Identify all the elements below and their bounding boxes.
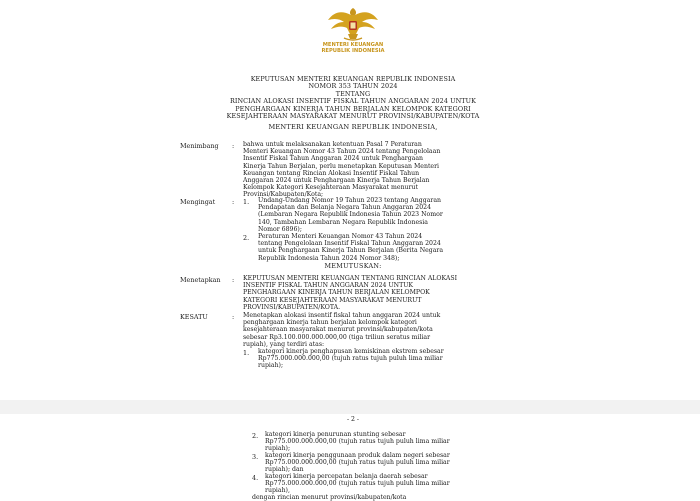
menetapkan-text [243, 275, 528, 311]
text-line: rupiah); dan [265, 466, 304, 474]
kesatu-item1-text [258, 348, 528, 370]
text-line: Undang-Undang Nomor 19 Tahun 2023 tentang Anggaran [258, 197, 442, 204]
kesatu-label: KESATU [180, 313, 208, 321]
garuda-emblem-icon [326, 4, 380, 42]
title-line: KEPUTUSAN MENTERI KEUANGAN REPUBLIK INDONESIA [250, 75, 456, 83]
title-line: NOMOR 353 TAHUN 2024 [308, 82, 398, 91]
ministry-caption-line1: MENTERI KEUANGAN [322, 42, 384, 48]
page-number: - 2 - [346, 416, 360, 423]
text-line: Provinsi/Kabupaten/Kota; [243, 191, 324, 199]
menetapkan-label: Menetapkan [180, 276, 221, 284]
text-line: PENGHARGAAN KINERJA TAHUN BERJALAN KELOMPOK [243, 289, 430, 297]
text-line: Rp775.000.000.000,00 (tujuh ratus tujuh puluh lima miliar [265, 438, 450, 446]
text-line: Keuangan tentang Rincian Alokasi Insentif Fiskal Tahun [243, 169, 420, 177]
text-line: rupiah); [258, 362, 284, 370]
kesatu-item4-number: 4. [252, 474, 259, 482]
text-line: bahwa untuk melaksanakan ketentuan Pasal 7 Peraturan [243, 141, 422, 148]
text-line: Insentif Fiskal Tahun Anggaran 2024 untuk Penghargaan [243, 155, 424, 163]
mengingat-item1-text [258, 197, 526, 233]
text-line: Anggaran 2024 untuk Penghargaan Kinerja Tahun Berjalan [243, 177, 430, 185]
text-line: kategori kinerja percepatan belanja daerah sebesar [265, 473, 428, 480]
text-line: 140, Tambahan Lembaran Negara Republik Indonesia [258, 218, 428, 226]
kesatu-colon: : [232, 313, 235, 321]
text-line: INSENTIF FISKAL TAHUN ANGGARAN 2024 UNTUK [243, 282, 414, 290]
mengingat-item1-number: 1. [243, 198, 250, 206]
text-line: Pendapatan dan Belanja Negara Tahun Anggaran 2024 [258, 204, 432, 212]
menimbang-colon: : [232, 142, 235, 150]
kesatu-item3-text [265, 452, 527, 474]
text-line: kategori kinerja penghapusan kemiskinan ekstrem sebesar [258, 348, 444, 355]
kesatu-item3-number: 3. [252, 453, 259, 461]
kesatu-item4-text [265, 473, 527, 495]
text-line: Menetapkan alokasi insentif fiskal tahun anggaran 2024 untuk [243, 312, 441, 319]
title-line: KESEJAHTERAAN MASYARAKAT MENURUT PROVINSI/KABUPATEN/KOTA [226, 112, 480, 121]
text-line: kategori kinerja penurunan stunting sebesar [265, 431, 406, 438]
mengingat-label: Mengingat [180, 198, 216, 206]
text-line: (Lembaran Negara Republik Indonesia Tahun 2023 Nomor [258, 211, 443, 219]
text-line: kategori kinerja penggunaan produk dalam negeri sebesar [265, 452, 450, 459]
menimbang-label: Menimbang [180, 142, 219, 150]
kesatu-text [243, 312, 528, 348]
text-line: Rp775.000.000.000,00 (tujuh ratus tujuh puluh lima miliar [258, 355, 443, 363]
mengingat-item2-number: 2. [243, 234, 250, 242]
text-line: Peraturan Menteri Keuangan Nomor 43 Tahun 2024 [258, 233, 423, 240]
text-line: rupiah), [265, 487, 290, 495]
text-line: Nomor 6896); [258, 225, 302, 233]
text-line: sebesar Rp3.100.000.000.000,00 (tiga triliun seratus miliar [243, 333, 431, 341]
text-line: Kelompok Kategori Kesejahteraan Masyarakat menurut [243, 184, 418, 192]
text-line: PROVINSI/KABUPATEN/KOTA. [243, 303, 341, 311]
text-line: penghargaan kinerja tahun berjalan kelompok kategori [243, 319, 417, 327]
title-line: PENGHARGAAN KINERJA TAHUN BERJALAN KELOMPOK KATEGORI [235, 104, 471, 113]
text-line: kesejahteraan masyarakat menurut provinsi/kabupaten/kota [243, 326, 433, 334]
text-line: KATEGORI KESEJAHTERAAN MASYARAKAT MENURUT [243, 296, 422, 304]
page-break-divider [0, 400, 700, 414]
decree-lead: MENTERI KEUANGAN REPUBLIK INDONESIA, [268, 123, 438, 131]
mengingat-item2-text [258, 233, 526, 262]
text-line: Kinerja Tahun Berjalan, perlu menetapkan Keputusan Menteri [243, 162, 440, 170]
text-line: dengan rincian menurut provinsi/kabupaten/kota [252, 494, 407, 501]
text-line: Rp775.000.000.000,00 (tujuh ratus tujuh puluh lima miliar [265, 480, 450, 488]
ministry-caption-line2: REPUBLIK INDONESIA [321, 48, 385, 54]
decree-title [150, 76, 556, 120]
text-line: rupiah); [265, 445, 291, 453]
text-line: KEPUTUSAN MENTERI KEUANGAN TENTANG RINCIAN ALOKASI [243, 275, 458, 282]
text-line: rupiah), yang terdiri atas: [243, 340, 325, 348]
title-line: TENTANG [335, 89, 371, 98]
text-line: untuk Penghargaan Kinerja Tahun Berjalan (Berita Negara [258, 247, 444, 255]
kesatu-item1-number: 1. [243, 349, 250, 357]
mengingat-colon: : [232, 198, 235, 206]
kesatu-item2-number: 2. [252, 432, 259, 440]
text-line: Republik Indonesia Tahun 2024 Nomor 348); [258, 254, 400, 262]
kesatu-item2-text [265, 431, 527, 453]
menimbang-text [243, 141, 523, 199]
ministry-caption [300, 42, 406, 54]
text-line: tentang Pengelolaan Insentif Fiskal Tahun Anggaran 2024 [258, 240, 441, 248]
text-line: Rp775.000.000.000,00 (tujuh ratus tujuh puluh lima miliar [265, 459, 450, 467]
text-line: Menteri Keuangan Nomor 43 Tahun 2024 tentang Pengelolaan [243, 148, 441, 156]
memutuskan-heading: MEMUTUSKAN: [324, 262, 382, 270]
menetapkan-colon: : [232, 276, 235, 284]
title-line: RINCIAN ALOKASI INSENTIF FISKAL TAHUN ANGGARAN 2024 UNTUK [229, 97, 477, 106]
